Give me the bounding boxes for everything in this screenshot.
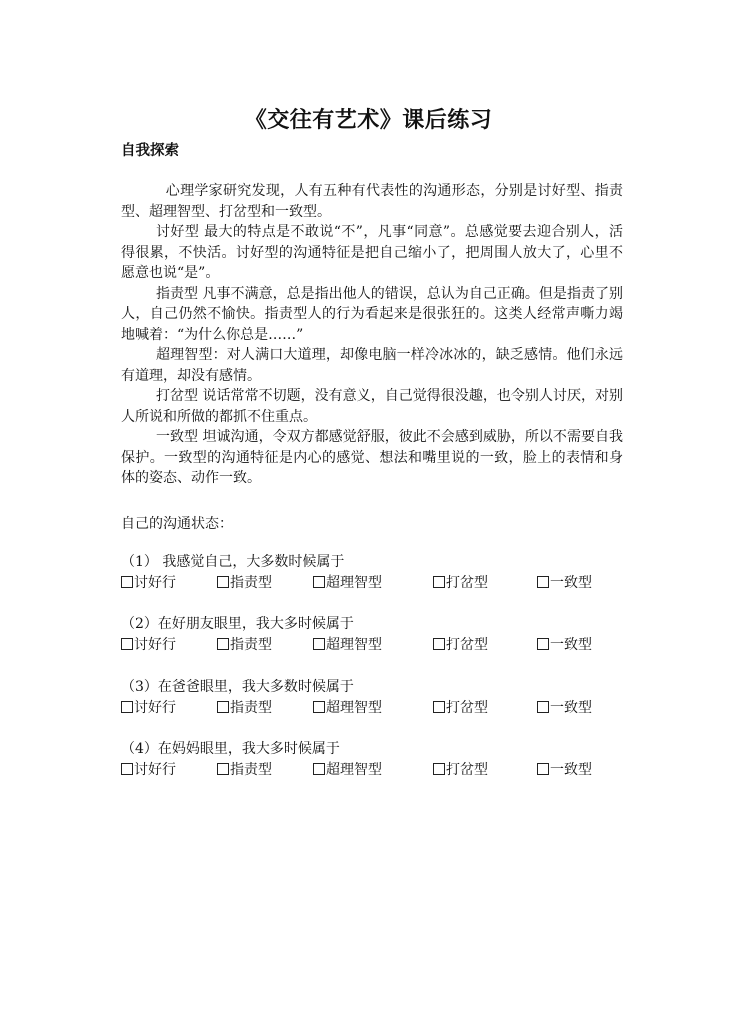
option-label: 超理智型	[326, 762, 382, 778]
checkbox-icon[interactable]	[217, 638, 229, 650]
question-text: （4）在妈妈眼里，我大多时候属于	[121, 741, 340, 757]
option-row	[121, 573, 641, 594]
checkbox-icon[interactable]	[121, 701, 133, 713]
paragraph-congruent-type: 一致型 坦诚沟通，令双方都感觉舒服，彼此不会感到威胁，所以不需要自我保护。一致型的沟通特征是内心的感觉、想法和嘴里说的一致，脸上的表情和身体的姿态、动作一致。	[121, 429, 623, 486]
option-label: 讨好行	[134, 637, 176, 653]
option-pleaser[interactable]	[121, 698, 176, 719]
paragraph-blamer-type: 指责型 凡事不满意，总是指出他人的错误，总认为自己正确。但是指责了别人，自己仍然不愉快。指责型人的行为看起来是很张狂的。这类人经常声嘶力竭地喊着：“为什么你总是……”	[121, 285, 623, 343]
option-row	[121, 635, 641, 656]
intro-text	[121, 181, 623, 489]
option-super-reasonable[interactable]	[313, 573, 382, 594]
question-1	[121, 552, 641, 594]
option-blamer[interactable]	[217, 573, 272, 594]
option-row	[121, 698, 641, 719]
checkbox-icon[interactable]	[313, 638, 325, 650]
option-super-reasonable[interactable]	[313, 760, 382, 781]
checkbox-icon[interactable]	[537, 638, 549, 650]
option-label: 讨好行	[134, 700, 176, 716]
option-distracter[interactable]	[433, 760, 488, 781]
option-label: 超理智型	[326, 700, 382, 716]
checkbox-icon[interactable]	[121, 576, 133, 588]
checkbox-icon[interactable]	[537, 763, 549, 775]
option-label: 打岔型	[446, 575, 488, 591]
document-title: 《交往有艺术》课后练习	[244, 107, 493, 133]
question-4	[121, 739, 641, 781]
question-text: （1） 我感觉自己，大多数时候属于	[121, 554, 345, 570]
option-label: 一致型	[550, 700, 592, 716]
option-distracter[interactable]	[433, 698, 488, 719]
checkbox-icon[interactable]	[313, 701, 325, 713]
checkbox-icon[interactable]	[217, 701, 229, 713]
option-label: 打岔型	[446, 762, 488, 778]
option-label: 一致型	[550, 575, 592, 591]
option-super-reasonable[interactable]	[313, 635, 382, 656]
question-text: （2）在好朋友眼里，我大多时候属于	[121, 616, 354, 632]
question-3	[121, 677, 641, 719]
option-blamer[interactable]	[217, 635, 272, 656]
option-label: 打岔型	[446, 700, 488, 716]
option-pleaser[interactable]	[121, 635, 176, 656]
checkbox-icon[interactable]	[433, 638, 445, 650]
paragraph-super-reasonable-type: 超理智型：对人满口大道理，却像电脑一样冷冰冰的，缺乏感情。他们永远有道理，却没有感情。	[121, 347, 623, 384]
checkbox-icon[interactable]	[121, 763, 133, 775]
option-congruent[interactable]	[537, 635, 592, 656]
option-label: 超理智型	[326, 575, 382, 591]
option-label: 打岔型	[446, 637, 488, 653]
option-congruent[interactable]	[537, 698, 592, 719]
option-blamer[interactable]	[217, 698, 272, 719]
option-super-reasonable[interactable]	[313, 698, 382, 719]
option-label: 指责型	[230, 575, 272, 591]
status-label: 自己的沟通状态：	[121, 516, 233, 532]
checkbox-icon[interactable]	[217, 763, 229, 775]
option-label: 指责型	[230, 637, 272, 653]
checkbox-icon[interactable]	[433, 576, 445, 588]
question-2	[121, 614, 641, 656]
option-pleaser[interactable]	[121, 573, 176, 594]
option-distracter[interactable]	[433, 635, 488, 656]
checkbox-icon[interactable]	[537, 701, 549, 713]
paragraph-distracter-type: 打岔型 说话常常不切题，没有意义，自己觉得很没趣，也令别人讨厌，对别人所说和所做的都抓不住重点。	[121, 388, 623, 425]
option-label: 讨好行	[134, 575, 176, 591]
option-label: 讨好行	[134, 762, 176, 778]
paragraph-overview: 心理学家研究发现，人有五种有代表性的沟通形态，分别是讨好型、指责型、超理智型、打岔型和一致型。	[121, 183, 623, 220]
option-row	[121, 760, 641, 781]
checkbox-icon[interactable]	[217, 576, 229, 588]
checkbox-icon[interactable]	[313, 763, 325, 775]
option-label: 指责型	[230, 762, 272, 778]
option-label: 一致型	[550, 762, 592, 778]
option-blamer[interactable]	[217, 760, 272, 781]
option-pleaser[interactable]	[121, 760, 176, 781]
option-congruent[interactable]	[537, 573, 592, 594]
checkbox-icon[interactable]	[537, 576, 549, 588]
section-title: 自我探索	[121, 142, 179, 159]
checkbox-icon[interactable]	[313, 576, 325, 588]
option-label: 超理智型	[326, 637, 382, 653]
checkbox-icon[interactable]	[433, 763, 445, 775]
checkbox-icon[interactable]	[433, 701, 445, 713]
paragraph-pleaser-type: 讨好型 最大的特点是不敢说“不”，凡事“同意”。总感觉要去迎合别人，活得很累，不快活。讨好型的沟通特征是把自己缩小了，把周围人放大了，心里不愿意也说“是”。	[121, 224, 623, 281]
option-congruent[interactable]	[537, 760, 592, 781]
option-label: 一致型	[550, 637, 592, 653]
option-label: 指责型	[230, 700, 272, 716]
checkbox-icon[interactable]	[121, 638, 133, 650]
question-text: （3）在爸爸眼里，我大多数时候属于	[121, 679, 354, 695]
option-distracter[interactable]	[433, 573, 488, 594]
